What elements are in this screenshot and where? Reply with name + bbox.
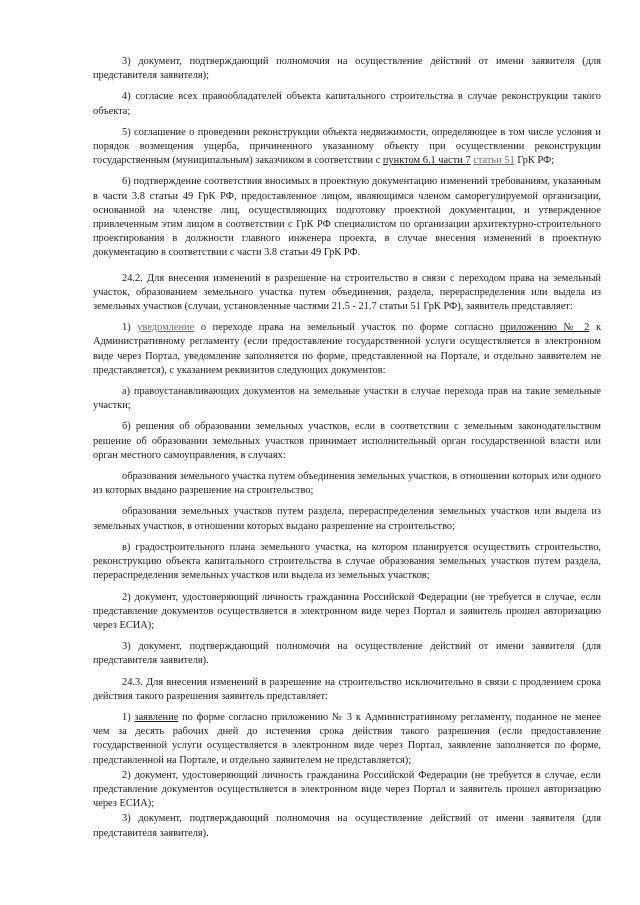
paragraph-p2 xyxy=(93,90,601,118)
paragraph-text: 3) документ, подтверждающий полномочия на осуществление действий от имени заявителя (для представителя заявителя). xyxy=(93,641,601,667)
paragraph-text: в) градостроительного плана земельного участка, на котором планируется осуществить строительство, реконструкцию объекта капитального строительства в случае образования земельных участков путем раздела, перераспределения земельных участков или выдела из земельных участков; xyxy=(93,541,601,582)
paragraph-text: 24.2. Для внесения изменений в разрешение на строительство в связи с переходом права на земельный участок, образованием земельного участка путем объединения, раздела, перераспределения или выдела из земельных участков (случаи, установленные частями 21.5 - 21.7 статьи 51 ГрК РФ), заявитель представляет: xyxy=(93,272,601,313)
document-link[interactable]: заявление xyxy=(134,711,179,723)
paragraph-p11 xyxy=(93,541,601,584)
document-link[interactable]: уведомление xyxy=(137,322,195,334)
paragraph-p12 xyxy=(93,591,601,634)
paragraph-p4 xyxy=(93,175,601,260)
paragraph-text: по форме согласно приложению № 3 к Административному регламенту, поданное не менее чем за десять рабочих дней до истечения срока действия такого разрешения (если предоставление государственной услуги осуществляется в электронном виде через Портал, заявление заполняется по форме, представленной на Портале, и отдельно заявителем не представляется); xyxy=(93,711,601,766)
paragraph-text: 4) согласие всех правообладателей объекта капитального строительства в случае реконструкции такого объекта; xyxy=(93,91,601,117)
paragraph-text: образования земельного участка путем объединения земельных участков, в отношении которых или одного из которых выдано разрешение на строительство; xyxy=(93,471,601,497)
paragraph-text: 2) документ, удостоверяющий личность гражданина Российской Федерации (не требуется в случае, если представление документов осуществляется в электронном виде через Портал и заявитель прошел авторизацию через ЕСИА); xyxy=(93,591,601,631)
paragraph-text: б) решения об образовании земельных участков, если в соответствии с земельным законодательством решение об образовании земельных участков принимает исполнительный орган государственной власти или орган местного самоуправления, в случаях: xyxy=(93,421,601,461)
document-link[interactable]: статьи 51 xyxy=(473,155,515,167)
paragraph-p13 xyxy=(93,640,601,668)
paragraph-p8 xyxy=(93,420,601,463)
paragraph-p10 xyxy=(93,505,601,533)
paragraph-text: 5) соглашение о проведении реконструкции объекта недвижимости, определяющее в том числе условия и порядок возмещения ущерба, причиненного указанному объекту при осуществлении реконструкции государственным (муниципальным) заказчиком в соответствии с xyxy=(93,126,601,167)
paragraph-p7 xyxy=(93,385,601,413)
paragraph-text: 3) документ, подтверждающий полномочия на осуществление действий от имени заявителя (для представителя заявителя). xyxy=(93,813,601,839)
paragraph-p14 xyxy=(93,676,601,704)
paragraph-text: 1) xyxy=(122,322,138,334)
paragraph-text: а) правоустанавливающих документов на земельные участки в случае перехода прав на такие земельные участки; xyxy=(93,386,601,412)
paragraph-text: 1) xyxy=(122,711,135,723)
paragraph-text: ГрК РФ; xyxy=(514,155,555,167)
paragraph-text: о переходе права на земельный участок по форме согласно xyxy=(194,322,500,334)
paragraph-p6 xyxy=(93,321,601,378)
paragraph-p5 xyxy=(93,272,601,315)
paragraph-text: 2) документ, удостоверяющий личность гражданина Российской Федерации (не требуется в случае, если представление документов осуществляется в электронном виде через Портал и заявитель прошел авторизацию через ЕСИА); xyxy=(93,769,601,810)
paragraph-text: образования земельных участков путем раздела, перераспределения земельных участков или выдела из земельных участков, в отношении которых выдано разрешение на строительство; xyxy=(93,506,601,532)
paragraph-text: к Административному регламенту (если предоставление государственной услуги осуществляется в электронном виде через Портал, уведомление заполняется по форме, представленной на Портале, и отдельно заявителем не представляется), с указанием реквизитов следующих документов: xyxy=(93,322,601,376)
paragraph-p9 xyxy=(93,470,601,498)
document-body xyxy=(93,55,601,848)
paragraph-text: 6) подтверждение соответствия вносимых в проектную документацию изменений требованиям, указанным в части 3.8 статьи 49 ГрК РФ, предоставленное лицом, являющимся членом саморегулируемой организации, основанной на членстве лиц, осуществляющих подготовку проектной документации, и утвержденное привлеченным этим лицом в соответствии с ГрК РФ специалистом по организации архитектурно-строительного проектирования в должности главного инженера проекта, в случае внесения изменений в проектную документацию в соответствии с части 3.8 статьи 49 ГрК РФ. xyxy=(93,176,601,259)
document-link[interactable]: пунктом 6.1 части 7 xyxy=(382,155,471,167)
paragraph-p17 xyxy=(93,812,601,840)
paragraph-p3 xyxy=(93,126,601,169)
paragraph-p1 xyxy=(93,55,601,83)
document-link[interactable]: приложению № 2 xyxy=(499,322,590,334)
paragraph-text: 3) документ, подтверждающий полномочия на осуществление действий от имени заявителя (для представителя заявителя); xyxy=(93,56,601,82)
paragraph-text: 24.3. Для внесения изменений в разрешение на строительство исключительно в связи с продлением срока действия такого разрешения заявитель представляет: xyxy=(93,676,601,702)
paragraph-p16 xyxy=(93,769,601,812)
paragraph-p15 xyxy=(93,711,601,768)
